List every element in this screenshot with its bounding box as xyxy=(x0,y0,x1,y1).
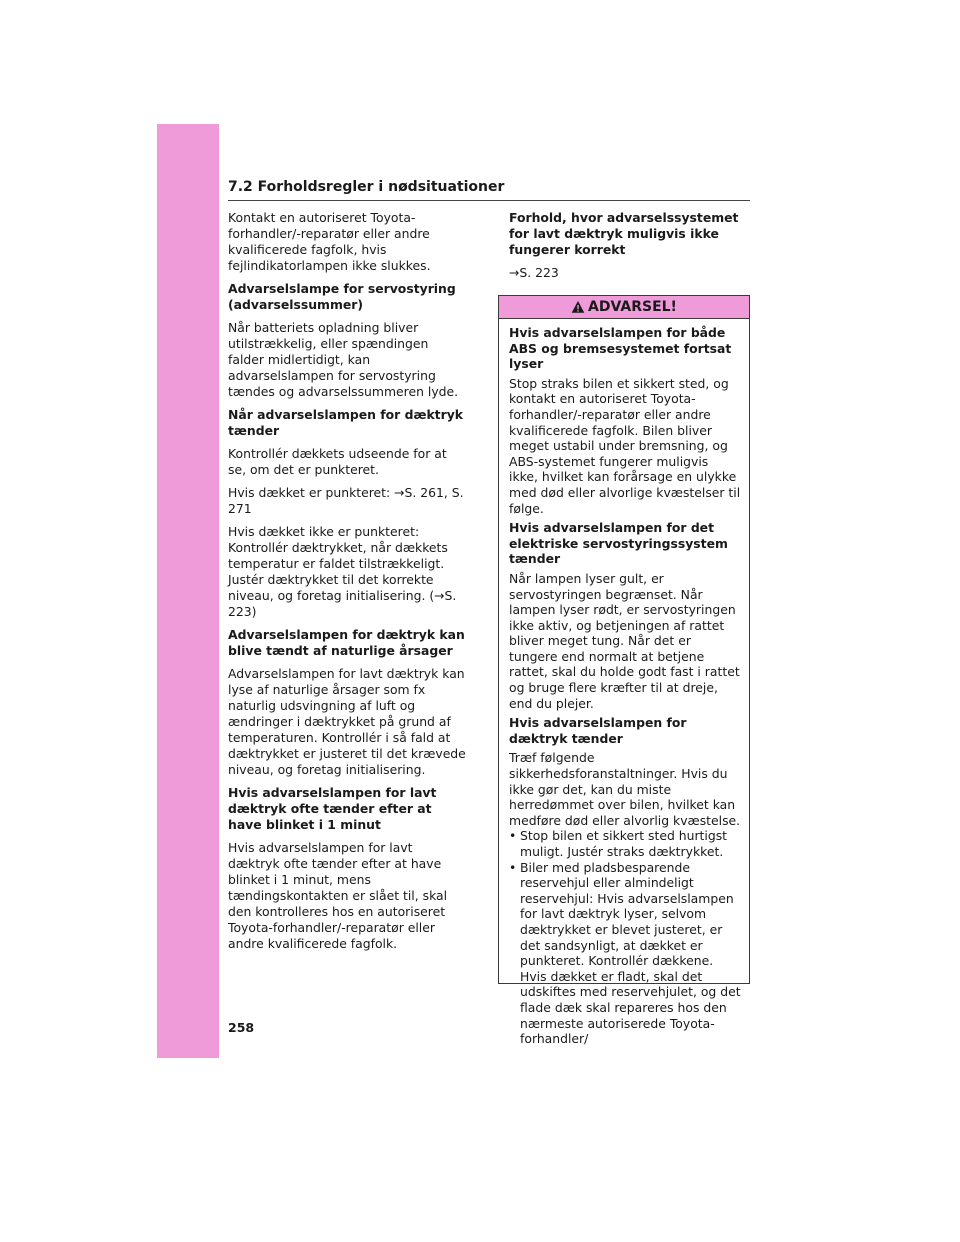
paragraph: Kontakt en autoriseret Toyota-forhandler/-reparatør eller andre kvalificerede fagfolk, hvis fejlindikatorlampen ikke slukkes. xyxy=(228,210,431,273)
warning-title-bar xyxy=(499,296,749,319)
warning-box xyxy=(498,295,750,1047)
warning-paragraph: Stop straks bilen et sikkert sted, og kontakt en autoriseret Toyota-forhandler/-reparatør eller andre kvalificerede fagfolk. Bilen bliver meget ustabil under bremsning, og ABS-systemet fungerer muligvis ikke, hvilket kan forårsage en ulykke med død eller alvorlige kvæstelser til følge. xyxy=(509,375,741,516)
section-header: 7.2 Forholdsregler i nødsituationer xyxy=(228,178,750,201)
page-number: 258 xyxy=(228,1020,255,1035)
paragraph: Når batteriets opladning bliver utilstrækkelig, eller spændingen falder midlertidigt, kan advarselslampen for servostyring tændes og advarselssummeren lyde. xyxy=(228,320,459,399)
warning-subheading: Hvis advarselslampen for det elektriske servostyringssystem tænder xyxy=(509,520,728,567)
warning-paragraph: Træf følgende sikkerhedsforanstaltninger. Hvis du ikke gør det, kan du miste herredømmet over bilen, hvilket kan medføre død eller alvorlig kvæstelse. xyxy=(509,750,741,828)
page-reference: →S. 223 xyxy=(509,265,559,280)
warning-title: ADVARSEL! xyxy=(588,299,677,315)
subheading: Forhold, hvor advarselssystemet for lavt dæktryk muligvis ikke fungerer korrekt xyxy=(509,210,739,257)
section-tab-band xyxy=(157,124,219,1058)
paragraph: Hvis dækket er punkteret: →S. 261, S. 271 xyxy=(228,485,464,516)
subheading: Hvis advarselslampen for lavt dæktryk ofte tænder efter at have blinket i 1 minut xyxy=(228,785,437,832)
subheading: Advarselslampen for dæktryk kan blive tændt af naturlige årsager xyxy=(228,627,465,658)
paragraph: Advarselslampen for lavt dæktryk kan lyse af naturlige årsager som fx naturlig udsvingning af luft og ændringer i dæktrykket på grund af temperaturen. Kontrollér i så fald at dæktrykket er justeret til det krævede niveau, og foretag initialisering. xyxy=(228,666,466,777)
right-column xyxy=(509,210,751,288)
list-item: • Stop bilen et sikkert sted hurtigst muligt. Justér straks dæktrykket. xyxy=(509,828,741,859)
warning-triangle-icon xyxy=(571,300,585,314)
paragraph: Hvis advarselslampen for lavt dæktryk ofte tænder efter at have blinket i 1 minut, mens tændingskontakten er slået til, skal den kontrolleres hos en autoriseret Toyota-forhandler/-reparatør eller andre kvalificerede fagfolk. xyxy=(228,840,448,951)
subheading: Når advarselslampen for dæktryk tænder xyxy=(228,407,464,438)
warning-subheading: Hvis advarselslampen for både ABS og bremsesystemet fortsat lyser xyxy=(509,325,732,372)
list-item: • Biler med pladsbesparende reservehjul eller almindeligt reservehjul: Hvis advarselslampen for lavt dæktryk lyser, selvom dæktrykket er blevet justeret, er det sandsynligt, at dækket er punkteret. Kontrollér dækkene. Hvis dækket er fladt, skal det udskiftes med reservehjulet, og det flade dæk skal repareres hos den nærmeste autoriserede Toyota-forhandler/ xyxy=(509,860,741,1047)
warning-body xyxy=(499,319,749,1047)
paragraph: Hvis dækket ikke er punkteret: Kontrollér dæktrykket, når dækkets temperatur er faldet tilstrækkeligt. Justér dæktrykket til det korrekte niveau, og foretag initialisering. (→S. 223) xyxy=(228,524,457,619)
warning-subheading: Hvis advarselslampen for dæktryk tænder xyxy=(509,715,687,746)
paragraph: Kontrollér dækkets udseende for at se, om det er punkteret. xyxy=(228,446,447,477)
left-column xyxy=(228,210,468,959)
warning-paragraph: Når lampen lyser gult, er servostyringen begrænset. Når lampen lyser rødt, er servostyringen ikke aktiv, og betjeningen af rattet bliver meget tung. Når det er tungere end normalt at betjene rattet, skal du holde godt fast i rattet og bruge flere kræfter til at dreje, end du plejer. xyxy=(509,570,740,711)
subheading: Advarselslampe for servostyring (advarselssummer) xyxy=(228,281,456,312)
warning-bullet-list xyxy=(509,828,741,1046)
